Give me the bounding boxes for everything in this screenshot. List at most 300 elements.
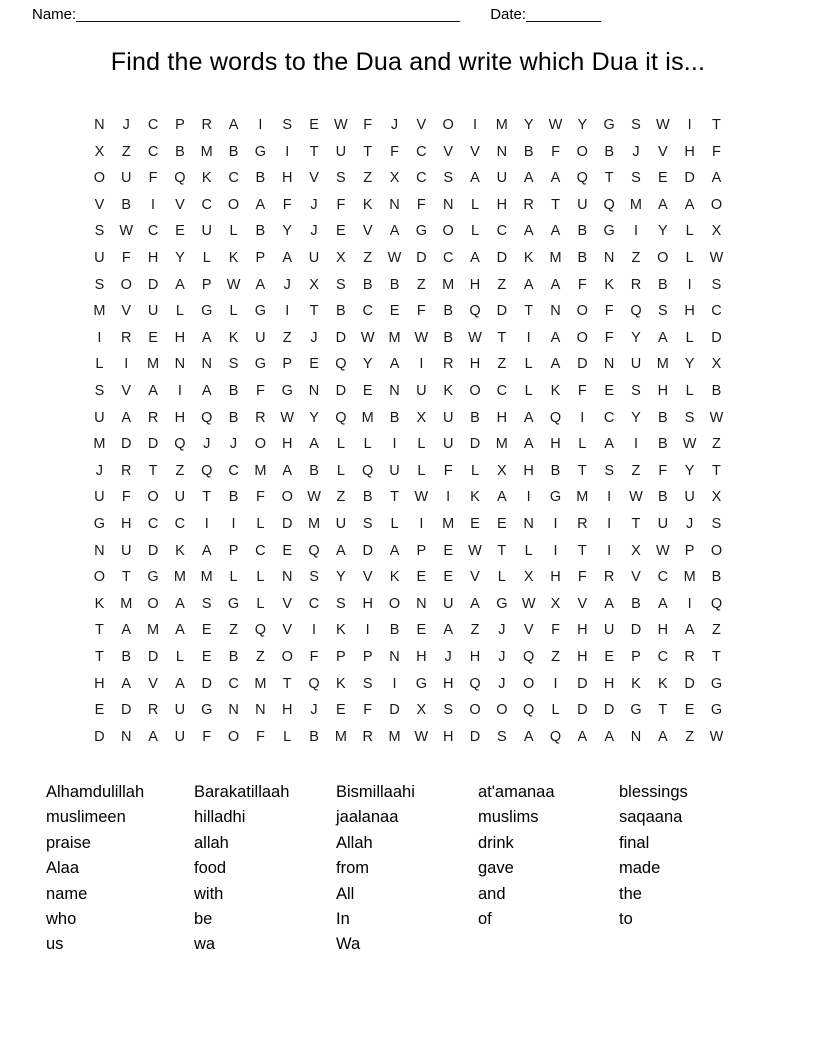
grid-letter[interactable]: O — [710, 196, 723, 213]
grid-letter[interactable]: K — [228, 329, 239, 346]
grid-letter[interactable]: R — [603, 569, 615, 586]
grid-letter[interactable]: I — [177, 382, 182, 399]
grid-letter[interactable]: F — [255, 382, 265, 399]
grid-letter[interactable]: W — [655, 117, 670, 134]
grid-letter[interactable]: Q — [549, 728, 562, 745]
grid-letter[interactable]: B — [657, 276, 668, 293]
grid-letter[interactable]: V — [362, 223, 373, 240]
word-list-item[interactable]: jaalanaa — [336, 808, 399, 827]
word-list-item[interactable]: of — [478, 910, 492, 929]
grid-letter[interactable]: N — [281, 569, 293, 586]
grid-letter[interactable]: B — [577, 223, 588, 240]
grid-letter[interactable]: L — [202, 250, 211, 267]
grid-letter[interactable]: W — [414, 329, 429, 346]
grid-letter[interactable]: C — [228, 675, 239, 692]
grid-letter[interactable]: D — [147, 276, 159, 293]
grid-letter[interactable]: X — [94, 143, 105, 160]
word-list-item[interactable]: Allah — [336, 833, 373, 852]
grid-letter[interactable]: D — [684, 675, 695, 692]
grid-letter[interactable]: M — [93, 303, 106, 320]
grid-letter[interactable]: E — [362, 382, 373, 399]
grid-letter[interactable]: R — [684, 648, 695, 665]
word-list-item[interactable]: blessings — [619, 783, 688, 801]
grid-letter[interactable]: A — [255, 196, 266, 213]
grid-letter[interactable]: V — [631, 569, 641, 586]
grid-letter[interactable]: H — [94, 675, 105, 692]
grid-letter[interactable]: O — [469, 702, 481, 719]
grid-letter[interactable]: Z — [255, 648, 265, 665]
grid-letter[interactable]: B — [631, 595, 641, 612]
grid-letter[interactable]: X — [336, 250, 346, 267]
grid-letter[interactable]: H — [577, 622, 588, 639]
grid-letter[interactable]: B — [175, 143, 185, 160]
grid-letter[interactable]: O — [281, 648, 293, 665]
grid-letter[interactable]: Q — [469, 303, 481, 320]
grid-letter[interactable]: N — [201, 356, 212, 373]
grid-letter[interactable]: L — [175, 648, 184, 665]
grid-letter[interactable]: D — [147, 436, 159, 453]
grid-letter[interactable]: E — [604, 648, 614, 665]
grid-letter[interactable]: I — [553, 542, 558, 559]
grid-letter[interactable]: Z — [497, 356, 507, 373]
grid-letter[interactable]: E — [309, 117, 319, 134]
grid-letter[interactable]: K — [362, 196, 373, 213]
grid-letter[interactable]: E — [443, 542, 454, 559]
word-list-item[interactable]: Barakatillaah — [194, 783, 290, 801]
grid-letter[interactable]: L — [256, 595, 265, 612]
grid-letter[interactable]: M — [93, 436, 106, 453]
grid-letter[interactable]: C — [603, 409, 615, 426]
grid-letter[interactable]: T — [363, 143, 373, 160]
word-list-item[interactable]: hilladhi — [194, 808, 246, 827]
grid-letter[interactable]: A — [684, 622, 695, 639]
grid-letter[interactable]: O — [710, 542, 723, 559]
grid-letter[interactable]: T — [282, 675, 292, 692]
grid-letter[interactable]: L — [363, 436, 372, 453]
grid-letter[interactable]: U — [308, 250, 320, 267]
grid-letter[interactable]: F — [551, 143, 560, 160]
grid-letter[interactable]: D — [121, 702, 132, 719]
grid-letter[interactable]: U — [174, 702, 186, 719]
grid-letter[interactable]: F — [577, 569, 587, 586]
grid-letter[interactable]: I — [124, 356, 129, 373]
grid-letter[interactable]: A — [389, 356, 400, 373]
grid-letter[interactable]: E — [416, 622, 427, 639]
date-write-in-line[interactable]: _________ — [526, 5, 602, 23]
grid-letter[interactable]: R — [147, 409, 159, 426]
grid-letter[interactable]: K — [336, 675, 346, 692]
grid-letter[interactable]: U — [174, 489, 186, 506]
grid-letter[interactable]: A — [148, 382, 158, 399]
grid-letter[interactable]: I — [580, 409, 585, 426]
grid-letter[interactable]: X — [631, 542, 641, 559]
grid-letter[interactable]: I — [687, 276, 692, 293]
grid-letter[interactable]: T — [604, 170, 614, 187]
grid-letter[interactable]: A — [523, 276, 534, 293]
grid-letter[interactable]: J — [686, 515, 694, 532]
grid-letter[interactable]: A — [523, 223, 534, 240]
word-list-item[interactable]: to — [619, 910, 633, 929]
word-list-item[interactable]: food — [194, 859, 227, 878]
word-list-item[interactable]: Bismillaahi — [336, 783, 415, 801]
grid-letter[interactable]: E — [282, 542, 293, 559]
grid-letter[interactable]: R — [121, 329, 132, 346]
grid-letter[interactable]: C — [147, 143, 159, 160]
grid-letter[interactable]: L — [685, 223, 694, 240]
grid-letter[interactable]: F — [363, 117, 373, 134]
grid-letter[interactable]: L — [470, 196, 480, 213]
grid-letter[interactable]: G — [93, 515, 106, 532]
grid-letter[interactable]: B — [309, 462, 319, 479]
grid-letter[interactable]: X — [711, 356, 722, 373]
grid-letter[interactable]: M — [442, 276, 455, 293]
grid-letter[interactable]: C — [228, 170, 239, 187]
grid-letter[interactable]: T — [121, 569, 131, 586]
grid-letter[interactable]: C — [174, 515, 186, 532]
grid-letter[interactable]: H — [603, 675, 615, 692]
grid-letter[interactable]: I — [392, 675, 397, 692]
grid-letter[interactable]: Q — [710, 595, 723, 612]
grid-letter[interactable]: C — [308, 595, 320, 612]
grid-letter[interactable]: Q — [174, 436, 186, 453]
grid-letter[interactable]: I — [607, 542, 612, 559]
grid-letter[interactable]: A — [121, 409, 132, 426]
grid-letter[interactable]: M — [629, 196, 643, 213]
grid-letter[interactable]: F — [712, 143, 721, 160]
grid-letter[interactable]: E — [201, 622, 212, 639]
grid-letter[interactable]: I — [687, 595, 692, 612]
grid-letter[interactable]: B — [389, 622, 400, 639]
grid-letter[interactable]: U — [335, 515, 347, 532]
grid-letter[interactable]: E — [604, 382, 614, 399]
grid-letter[interactable]: W — [655, 542, 670, 559]
grid-letter[interactable]: L — [470, 462, 480, 479]
grid-letter[interactable]: Z — [416, 276, 426, 293]
grid-letter[interactable]: Z — [631, 250, 641, 267]
grid-letter[interactable]: D — [469, 728, 481, 745]
grid-letter[interactable]: J — [632, 143, 640, 160]
grid-letter[interactable]: H — [442, 675, 454, 692]
grid-letter[interactable]: B — [255, 170, 266, 187]
grid-letter[interactable]: S — [336, 276, 346, 293]
grid-letter[interactable]: S — [497, 728, 507, 745]
grid-letter[interactable]: K — [228, 250, 239, 267]
word-list-item[interactable]: name — [46, 884, 88, 903]
grid-letter[interactable]: G — [710, 702, 723, 719]
grid-letter[interactable]: S — [443, 702, 454, 719]
grid-letter[interactable]: A — [657, 595, 668, 612]
grid-letter[interactable]: H — [684, 303, 695, 320]
grid-letter[interactable]: V — [309, 170, 319, 187]
grid-letter[interactable]: N — [389, 196, 400, 213]
grid-letter[interactable]: W — [468, 542, 482, 559]
grid-letter[interactable]: Q — [335, 409, 347, 426]
grid-letter[interactable]: F — [309, 648, 319, 665]
grid-letter[interactable]: O — [147, 489, 159, 506]
grid-letter[interactable]: C — [201, 196, 212, 213]
grid-letter[interactable]: O — [523, 675, 535, 692]
grid-letter[interactable]: I — [446, 489, 451, 506]
grid-letter[interactable]: F — [416, 196, 426, 213]
word-list-item[interactable]: In — [336, 910, 350, 929]
grid-letter[interactable]: W — [414, 728, 429, 745]
grid-letter[interactable]: A — [389, 542, 400, 559]
grid-letter[interactable]: K — [175, 542, 185, 559]
word-list-item[interactable]: at'amanaa — [478, 783, 555, 801]
word-list-item[interactable]: allah — [194, 833, 229, 852]
grid-letter[interactable]: R — [523, 196, 534, 213]
grid-letter[interactable]: A — [470, 595, 480, 612]
grid-letter[interactable]: T — [551, 196, 560, 213]
grid-letter[interactable]: W — [119, 223, 134, 240]
grid-letter[interactable]: C — [147, 117, 159, 134]
grid-letter[interactable]: S — [309, 569, 319, 586]
grid-letter[interactable]: Q — [576, 170, 588, 187]
grid-letter[interactable]: C — [496, 382, 508, 399]
grid-letter[interactable]: T — [577, 462, 587, 479]
grid-letter[interactable]: E — [443, 569, 454, 586]
grid-letter[interactable]: W — [307, 489, 321, 506]
grid-letter[interactable]: M — [254, 675, 267, 692]
grid-letter[interactable]: F — [577, 382, 587, 399]
grid-letter[interactable]: R — [362, 728, 373, 745]
grid-letter[interactable]: L — [470, 223, 480, 240]
grid-letter[interactable]: U — [416, 382, 427, 399]
grid-letter[interactable]: T — [712, 462, 721, 479]
grid-letter[interactable]: W — [414, 489, 429, 506]
grid-letter[interactable]: J — [310, 196, 318, 213]
grid-letter[interactable]: U — [442, 595, 454, 612]
grid-letter[interactable]: G — [415, 675, 427, 692]
grid-letter[interactable]: F — [282, 196, 292, 213]
grid-letter[interactable]: B — [443, 329, 454, 346]
grid-letter[interactable]: B — [228, 648, 239, 665]
grid-letter[interactable]: G — [496, 595, 508, 612]
grid-letter[interactable]: Y — [684, 356, 695, 373]
grid-letter[interactable]: B — [228, 409, 239, 426]
grid-letter[interactable]: I — [312, 622, 317, 639]
grid-letter[interactable]: Q — [469, 675, 481, 692]
grid-letter[interactable]: A — [175, 622, 185, 639]
grid-letter[interactable]: Z — [631, 462, 641, 479]
grid-letter[interactable]: D — [496, 303, 508, 320]
grid-letter[interactable]: P — [175, 117, 185, 134]
grid-letter[interactable]: W — [682, 436, 697, 453]
grid-letter[interactable]: H — [577, 648, 588, 665]
grid-letter[interactable]: G — [254, 303, 267, 320]
grid-letter[interactable]: I — [97, 329, 102, 346]
grid-letter[interactable]: X — [416, 409, 427, 426]
grid-letter[interactable]: A — [550, 276, 561, 293]
grid-letter[interactable]: R — [442, 356, 454, 373]
grid-letter[interactable]: B — [228, 382, 239, 399]
grid-letter[interactable]: A — [336, 542, 346, 559]
grid-letter[interactable]: X — [389, 170, 400, 187]
grid-letter[interactable]: T — [497, 542, 507, 559]
grid-letter[interactable]: M — [495, 436, 508, 453]
grid-letter[interactable]: J — [283, 276, 291, 293]
grid-letter[interactable]: J — [95, 462, 104, 479]
grid-letter[interactable]: S — [631, 170, 641, 187]
grid-letter[interactable]: E — [684, 702, 695, 719]
grid-letter[interactable]: V — [470, 143, 480, 160]
grid-letter[interactable]: B — [121, 196, 132, 213]
grid-letter[interactable]: I — [285, 303, 290, 320]
grid-letter[interactable]: U — [174, 728, 186, 745]
grid-letter[interactable]: F — [604, 303, 614, 320]
word-list-item[interactable]: wa — [194, 935, 216, 954]
grid-letter[interactable]: N — [228, 702, 239, 719]
grid-letter[interactable]: R — [121, 462, 132, 479]
grid-letter[interactable]: A — [523, 436, 534, 453]
grid-letter[interactable]: J — [444, 648, 452, 665]
grid-letter[interactable]: P — [336, 648, 346, 665]
grid-letter[interactable]: L — [336, 462, 345, 479]
grid-letter[interactable]: B — [362, 276, 373, 293]
grid-letter[interactable]: I — [419, 356, 424, 373]
grid-letter[interactable]: D — [281, 515, 293, 532]
grid-letter[interactable]: Z — [282, 329, 292, 346]
grid-letter[interactable]: N — [603, 356, 615, 373]
grid-letter[interactable]: H — [469, 648, 481, 665]
grid-letter[interactable]: G — [630, 702, 642, 719]
grid-letter[interactable]: F — [121, 250, 131, 267]
grid-letter[interactable]: O — [442, 117, 454, 134]
grid-letter[interactable]: C — [255, 542, 266, 559]
word-list-item[interactable]: All — [336, 884, 355, 903]
grid-letter[interactable]: Y — [631, 409, 641, 426]
grid-letter[interactable]: L — [685, 250, 694, 267]
grid-letter[interactable]: A — [201, 382, 212, 399]
grid-letter[interactable]: C — [147, 515, 159, 532]
grid-letter[interactable]: S — [604, 462, 614, 479]
grid-letter[interactable]: C — [416, 170, 427, 187]
grid-letter[interactable]: Q — [308, 542, 320, 559]
grid-letter[interactable]: N — [442, 196, 454, 213]
grid-letter[interactable]: Y — [684, 462, 695, 479]
grid-letter[interactable]: I — [392, 436, 397, 453]
grid-letter[interactable]: J — [310, 702, 318, 719]
grid-letter[interactable]: A — [389, 223, 400, 240]
grid-letter[interactable]: M — [254, 462, 267, 479]
grid-letter[interactable]: H — [174, 329, 186, 346]
grid-letter[interactable]: B — [389, 409, 400, 426]
grid-letter[interactable]: O — [576, 303, 588, 320]
grid-letter[interactable]: A — [604, 728, 614, 745]
grid-letter[interactable]: N — [496, 143, 508, 160]
grid-letter[interactable]: E — [470, 515, 480, 532]
grid-letter[interactable]: S — [711, 515, 722, 532]
word-list-item[interactable]: Wa — [336, 935, 361, 954]
grid-letter[interactable]: T — [309, 303, 319, 320]
grid-letter[interactable]: A — [282, 250, 293, 267]
grid-letter[interactable]: L — [417, 462, 426, 479]
grid-letter[interactable]: M — [656, 356, 669, 373]
grid-letter[interactable]: Q — [630, 303, 642, 320]
grid-letter[interactable]: O — [254, 436, 267, 453]
grid-letter[interactable]: B — [523, 143, 534, 160]
grid-letter[interactable]: H — [147, 250, 159, 267]
grid-letter[interactable]: U — [255, 329, 266, 346]
grid-letter[interactable]: J — [310, 329, 318, 346]
grid-letter[interactable]: Z — [363, 250, 373, 267]
grid-letter[interactable]: C — [147, 223, 159, 240]
grid-letter[interactable]: K — [94, 595, 105, 612]
grid-letter[interactable]: A — [711, 170, 722, 187]
grid-letter[interactable]: Q — [201, 409, 213, 426]
grid-letter[interactable]: A — [121, 622, 132, 639]
grid-letter[interactable]: B — [604, 143, 614, 160]
grid-letter[interactable]: A — [255, 276, 266, 293]
grid-letter[interactable]: B — [228, 489, 239, 506]
grid-letter[interactable]: S — [362, 675, 373, 692]
grid-letter[interactable]: O — [93, 170, 106, 187]
grid-letter[interactable]: G — [281, 382, 293, 399]
word-list-item[interactable]: praise — [46, 833, 91, 852]
grid-letter[interactable]: H — [657, 382, 669, 399]
grid-letter[interactable]: U — [496, 170, 508, 187]
grid-letter[interactable]: F — [363, 702, 373, 719]
grid-letter[interactable]: N — [550, 303, 561, 320]
grid-letter[interactable]: X — [416, 702, 427, 719]
grid-letter[interactable]: Y — [631, 329, 641, 346]
grid-letter[interactable]: K — [201, 170, 212, 187]
grid-letter[interactable]: J — [390, 117, 399, 134]
grid-letter[interactable]: H — [684, 143, 695, 160]
grid-letter[interactable]: A — [309, 436, 319, 453]
grid-letter[interactable]: O — [496, 702, 508, 719]
grid-letter[interactable]: H — [550, 569, 561, 586]
grid-letter[interactable]: B — [443, 303, 454, 320]
grid-letter[interactable]: I — [204, 515, 209, 532]
grid-letter[interactable]: D — [147, 542, 159, 559]
grid-letter[interactable]: M — [683, 569, 696, 586]
grid-letter[interactable]: I — [687, 117, 692, 134]
grid-letter[interactable]: L — [175, 303, 184, 320]
grid-letter[interactable]: G — [254, 143, 267, 160]
grid-letter[interactable]: H — [121, 515, 132, 532]
grid-letter[interactable]: K — [631, 675, 641, 692]
grid-letter[interactable]: Y — [336, 569, 346, 586]
grid-letter[interactable]: K — [389, 569, 400, 586]
grid-letter[interactable]: D — [147, 648, 159, 665]
grid-letter[interactable]: Q — [549, 409, 562, 426]
grid-letter[interactable]: A — [523, 728, 534, 745]
grid-letter[interactable]: A — [470, 170, 480, 187]
grid-letter[interactable]: A — [175, 276, 185, 293]
word-list-item[interactable]: final — [619, 833, 650, 852]
word-list-item[interactable]: the — [619, 884, 642, 903]
grid-letter[interactable]: T — [577, 542, 587, 559]
grid-letter[interactable]: B — [362, 489, 373, 506]
grid-letter[interactable]: L — [229, 569, 238, 586]
grid-letter[interactable]: G — [201, 702, 213, 719]
grid-letter[interactable]: P — [282, 356, 293, 373]
grid-letter[interactable]: D — [630, 622, 642, 639]
grid-letter[interactable]: E — [657, 170, 668, 187]
grid-letter[interactable]: I — [258, 117, 263, 134]
grid-letter[interactable]: C — [711, 303, 722, 320]
grid-letter[interactable]: C — [657, 569, 669, 586]
grid-letter[interactable]: S — [631, 117, 641, 134]
grid-letter[interactable]: V — [523, 622, 534, 639]
grid-letter[interactable]: M — [576, 489, 589, 506]
grid-letter[interactable]: N — [389, 382, 400, 399]
grid-letter[interactable]: O — [442, 223, 454, 240]
grid-letter[interactable]: I — [553, 515, 558, 532]
grid-letter[interactable]: L — [283, 728, 292, 745]
grid-letter[interactable]: U — [630, 356, 642, 373]
